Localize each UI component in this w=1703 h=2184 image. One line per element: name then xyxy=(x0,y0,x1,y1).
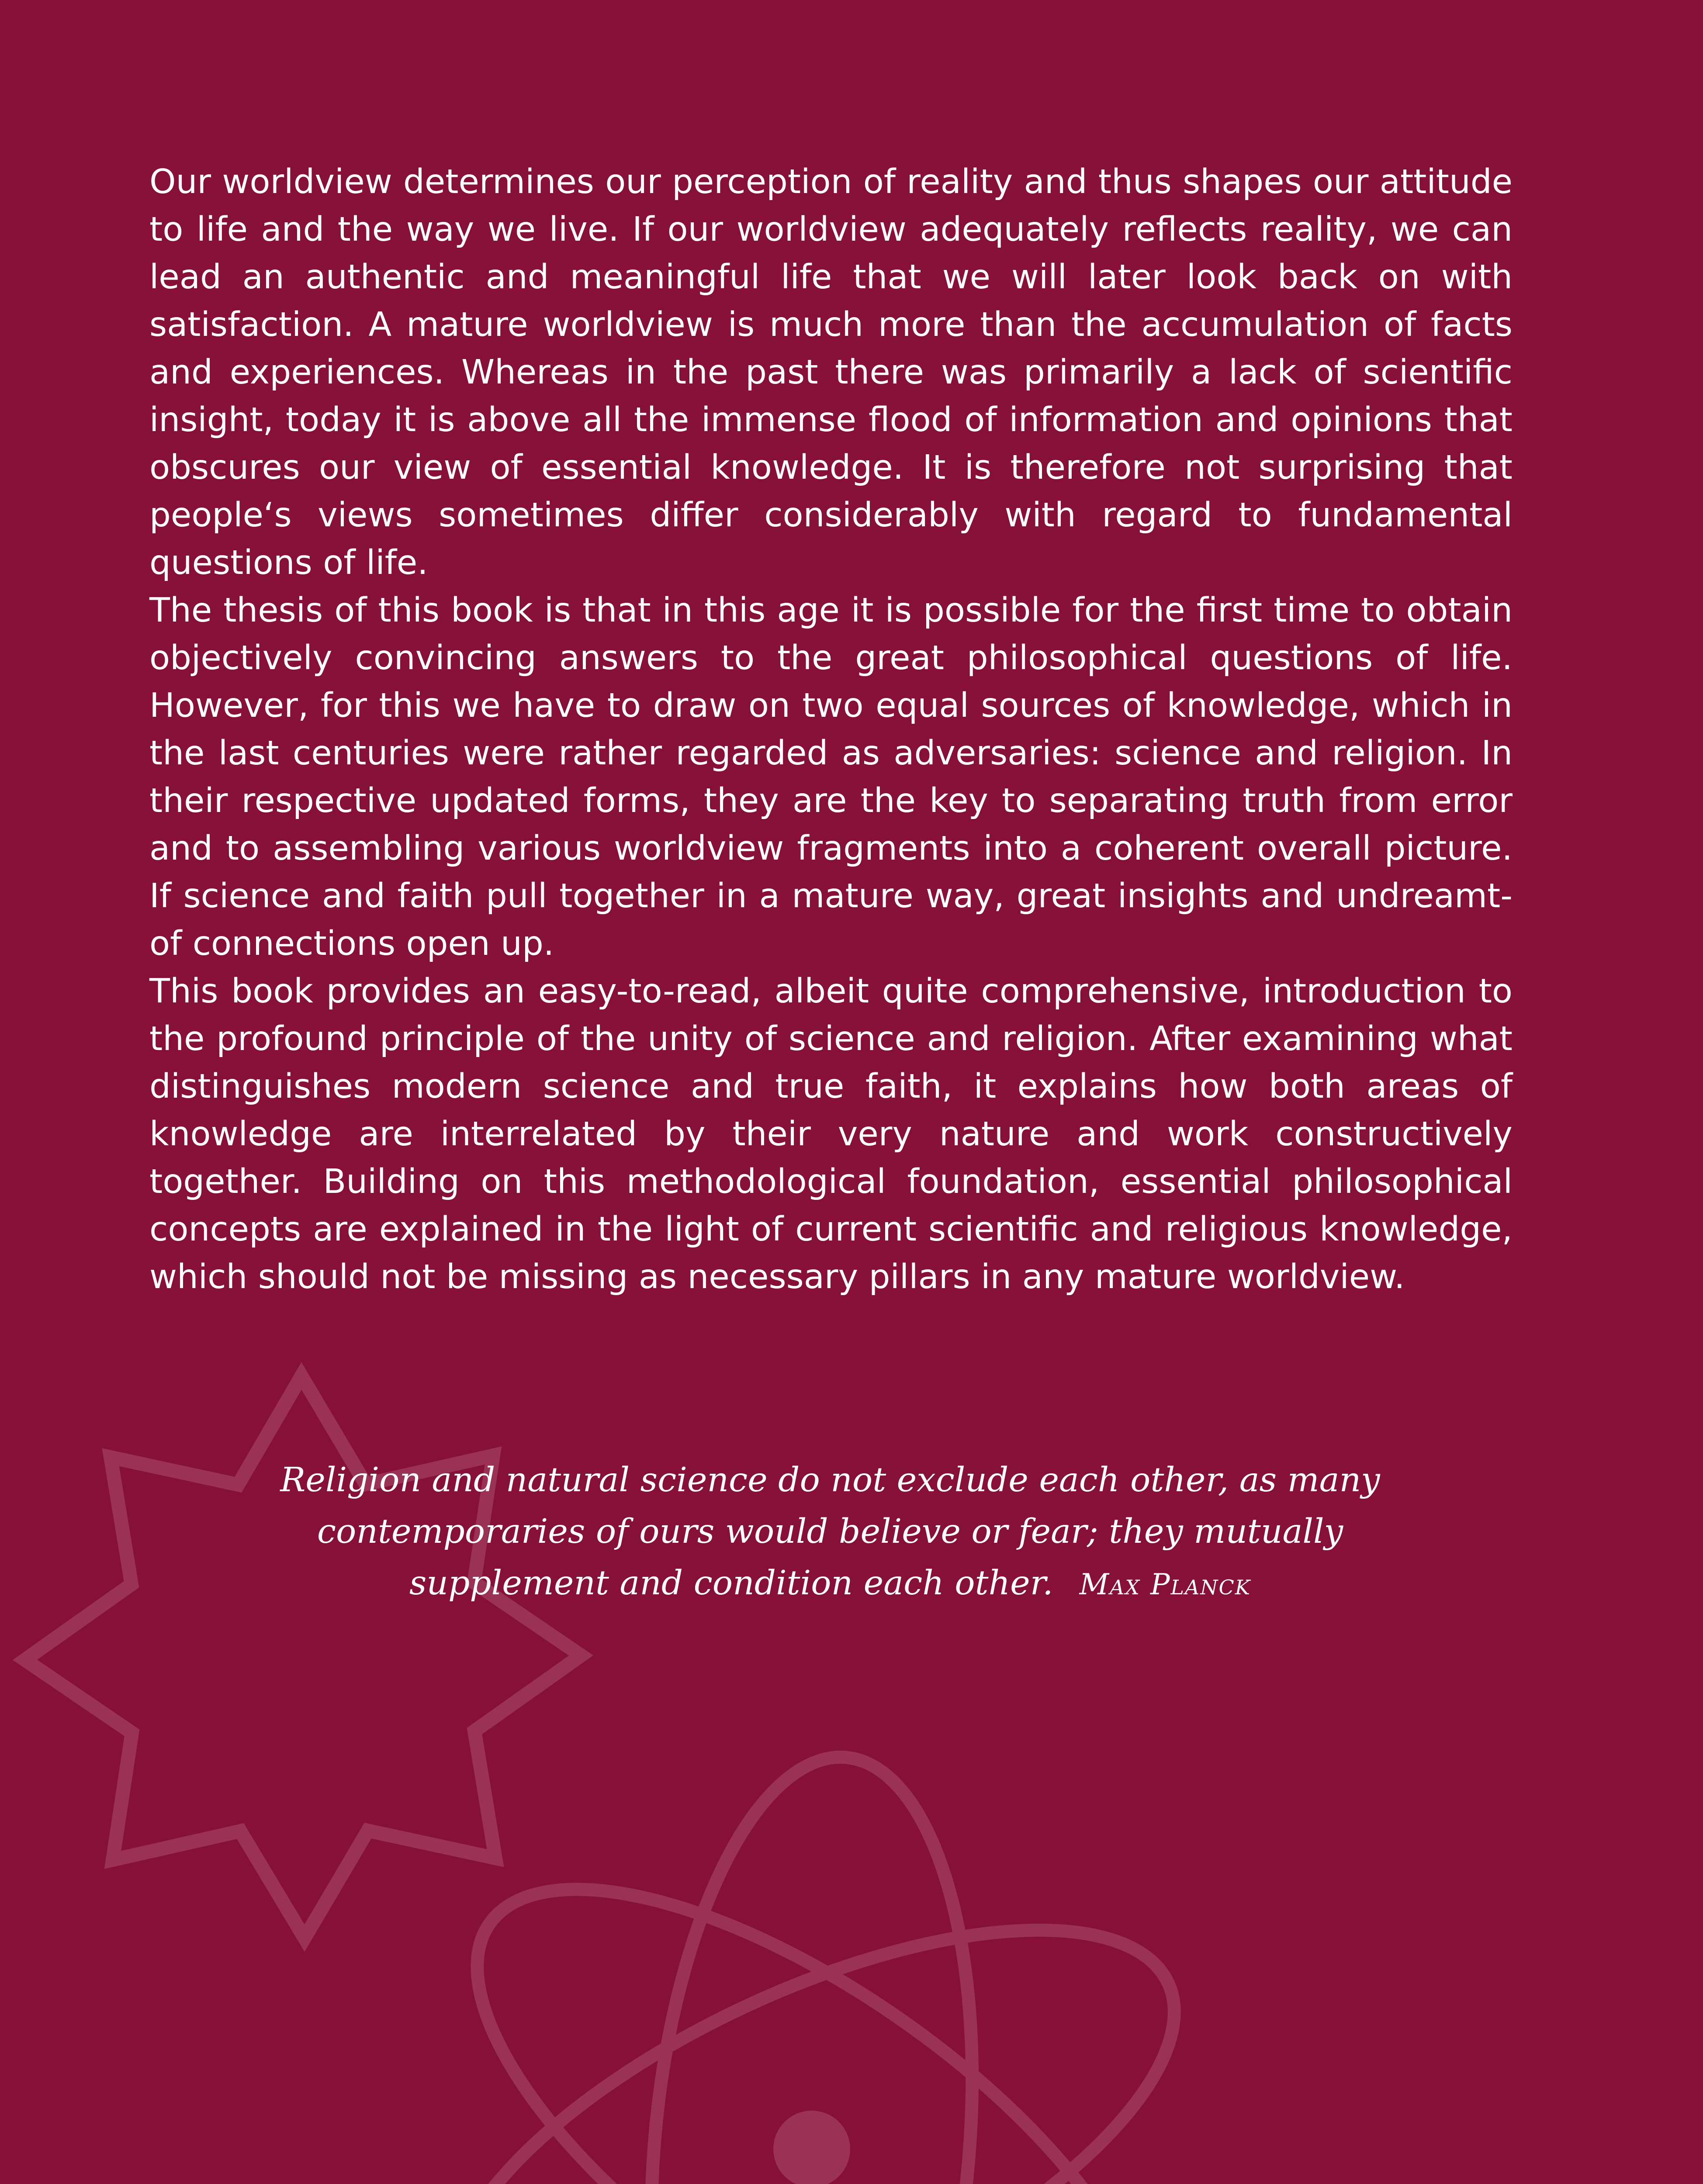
quote-author: Max Planck xyxy=(1079,1568,1251,1601)
blurb xyxy=(149,158,1513,1301)
planck-quote xyxy=(245,1455,1416,1610)
atom-icon xyxy=(389,1744,1235,2184)
blurb-paragraph-2: The thesis of this book is that in this age it is possible for the first time to obtain objectively convincing answers to the great philosophical questions of life. However, for this we have to draw on two equal sources of knowledge, which in the last centuries were rather regarded as adversaries: science and religion. In their respective updated forms, they are the key to separating truth from error and to assembling various worldview fragments into a coherent overall picture. If science and faith pull together in a mature way, great insights and undreamt-of connections open up. xyxy=(149,591,1513,963)
blurb-paragraph-1: Our worldview determines our perception of reality and thus shapes our attitude to life and the way we live. If our worldview adequately reflects reality, we can lead an authentic and meaningful life that we will later look back on with satisfaction. A mature worldview is much more than the accumulation of facts and experiences. Whereas in the past there was primarily a lack of scientific insight, today it is above all the immense flood of information and opinions that obscures our view of essential knowledge. It is therefore not surprising that people‘s views sometimes differ considerably with regard to fundamental questions of life. xyxy=(149,162,1513,582)
quote-text: Religion and natural science do not exclude each other, as many contemporaries of ours would believe or fear; they mutually supplement and condition each other. xyxy=(280,1461,1380,1603)
blurb-paragraph-3: This book provides an easy-to-read, albeit quite comprehensive, introduction to the profound principle of the unity of science and religion. After examining what distinguishes modern science and true faith, it explains how both areas of knowledge are interrelated by their very nature and work constructively together. Building on this methodological foundation, essential philosophical concepts are explained in the light of current scientific and religious knowledge, which should not be missing as necessary pillars in any mature worldview. xyxy=(149,972,1513,1296)
